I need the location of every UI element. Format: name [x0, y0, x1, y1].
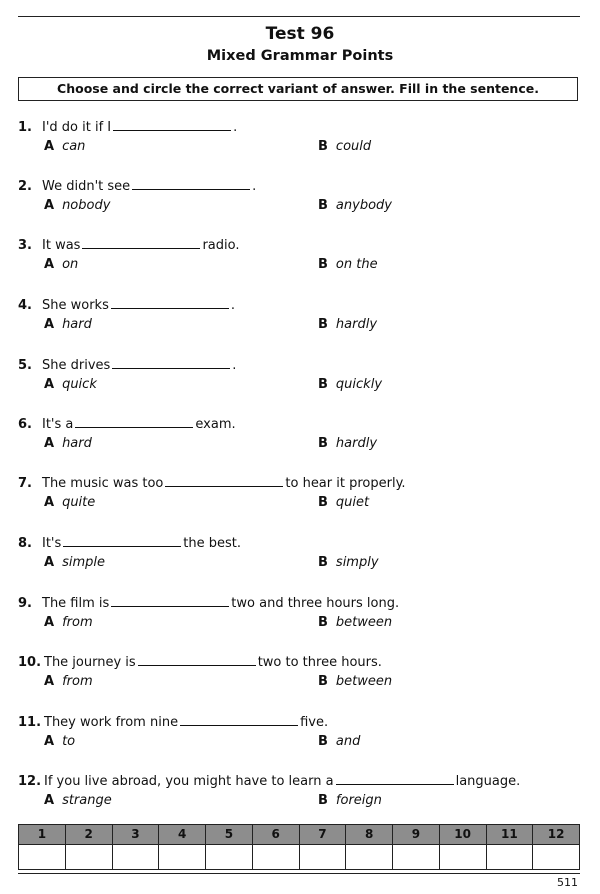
- option-letter: B: [318, 734, 328, 749]
- top-rule: [18, 16, 580, 17]
- question-text-before: If you live abroad, you might have to learn a: [44, 774, 334, 789]
- question-text-before: The journey is: [44, 655, 136, 670]
- instruction-box: Choose and circle the correct variant of answer. Fill in the sentence.: [18, 77, 578, 101]
- question-options: [18, 613, 578, 632]
- option-b[interactable]: [318, 255, 378, 274]
- question-options: [18, 137, 578, 156]
- answer-grid-header: 11: [486, 825, 533, 845]
- answer-grid-header: 4: [159, 825, 206, 845]
- option-b[interactable]: [318, 137, 371, 156]
- answer-grid-header-row: [19, 825, 580, 845]
- option-b[interactable]: [318, 672, 392, 691]
- option-letter: B: [318, 317, 328, 332]
- option-value: from: [62, 674, 93, 689]
- option-a[interactable]: [44, 137, 85, 156]
- answer-blank[interactable]: [111, 594, 229, 607]
- option-value: strange: [62, 793, 112, 808]
- answer-cell[interactable]: [439, 845, 486, 870]
- question-1: [18, 118, 578, 156]
- option-a[interactable]: [44, 791, 112, 810]
- answer-blank[interactable]: [63, 534, 181, 547]
- option-value: anybody: [335, 198, 392, 213]
- bottom-rule: [18, 873, 580, 874]
- option-value: nobody: [62, 198, 111, 213]
- question-text-before: It's a: [42, 417, 74, 432]
- option-letter: B: [318, 436, 328, 451]
- question-text-after: the best.: [183, 536, 242, 551]
- question-text-after: radio.: [202, 238, 240, 253]
- question-text-after: two to three hours.: [257, 655, 382, 670]
- option-letter: A: [44, 555, 55, 570]
- option-value: could: [335, 139, 372, 154]
- option-value: quite: [62, 495, 96, 510]
- answer-cell[interactable]: [19, 845, 66, 870]
- question-options: [18, 255, 578, 274]
- option-a[interactable]: [44, 732, 75, 751]
- question-2: [18, 177, 578, 215]
- option-letter: A: [44, 317, 55, 332]
- question-number: 3.: [18, 238, 32, 253]
- answer-grid: [18, 824, 580, 870]
- option-value: can: [62, 139, 86, 154]
- answer-blank[interactable]: [336, 772, 454, 785]
- question-12: [18, 772, 578, 810]
- option-a[interactable]: [44, 375, 97, 394]
- question-text-after: .: [232, 358, 237, 373]
- question-number: 5.: [18, 358, 32, 373]
- answer-cell[interactable]: [206, 845, 253, 870]
- option-letter: A: [44, 257, 55, 272]
- answer-cell[interactable]: [533, 845, 580, 870]
- answer-grid-header: 9: [393, 825, 440, 845]
- question-number: 11.: [18, 715, 42, 730]
- question-text-before: The film is: [42, 596, 110, 611]
- option-value: to: [62, 734, 76, 749]
- question-number: 6.: [18, 417, 32, 432]
- option-value: hardly: [335, 436, 378, 451]
- question-text-after: to hear it properly.: [285, 476, 406, 491]
- question-4: [18, 296, 578, 334]
- answer-grid-header: 10: [439, 825, 486, 845]
- option-value: quiet: [335, 495, 370, 510]
- option-letter: A: [44, 495, 55, 510]
- option-letter: B: [318, 257, 328, 272]
- option-letter: A: [44, 377, 55, 392]
- option-b[interactable]: [318, 791, 382, 810]
- option-b[interactable]: [318, 613, 392, 632]
- option-b[interactable]: [318, 434, 377, 453]
- option-value: hard: [62, 436, 92, 451]
- answer-grid-header: 2: [65, 825, 112, 845]
- answer-cell[interactable]: [112, 845, 159, 870]
- question-options: [18, 791, 578, 810]
- question-text-before: They work from nine: [44, 715, 179, 730]
- option-letter: B: [318, 615, 328, 630]
- option-value: simply: [335, 555, 379, 570]
- question-6: [18, 415, 578, 453]
- question-5: [18, 356, 578, 394]
- question-text-after: .: [233, 120, 238, 135]
- option-value: between: [335, 674, 393, 689]
- question-options: [18, 375, 578, 394]
- answer-blank[interactable]: [180, 713, 298, 726]
- question-options: [18, 672, 578, 691]
- option-letter: A: [44, 734, 55, 749]
- question-8: [18, 534, 578, 572]
- page-number: 511: [557, 876, 578, 889]
- test-subtitle: Mixed Grammar Points: [206, 48, 394, 64]
- question-10: [18, 653, 578, 691]
- answer-cell[interactable]: [252, 845, 299, 870]
- option-value: on the: [335, 257, 378, 272]
- option-value: quick: [62, 377, 97, 392]
- question-options: [18, 553, 578, 572]
- question-text-before: It's: [42, 536, 62, 551]
- answer-blank[interactable]: [113, 118, 231, 131]
- option-b[interactable]: [318, 493, 369, 512]
- option-a[interactable]: [44, 315, 92, 334]
- option-value: foreign: [335, 793, 382, 808]
- question-number: 2.: [18, 179, 32, 194]
- answer-blank[interactable]: [82, 236, 200, 249]
- answer-grid-header: 3: [112, 825, 159, 845]
- option-b[interactable]: [318, 196, 392, 215]
- option-a[interactable]: [44, 613, 93, 632]
- option-letter: B: [318, 555, 328, 570]
- question-number: 9.: [18, 596, 32, 611]
- option-value: and: [335, 734, 361, 749]
- option-b[interactable]: [318, 375, 382, 394]
- question-7: [18, 474, 578, 512]
- option-value: on: [62, 257, 79, 272]
- option-value: between: [335, 615, 393, 630]
- option-letter: A: [44, 674, 55, 689]
- question-3: [18, 236, 578, 274]
- answer-blank[interactable]: [75, 415, 193, 428]
- option-letter: A: [44, 436, 55, 451]
- answer-cell[interactable]: [486, 845, 533, 870]
- option-b[interactable]: [318, 553, 379, 572]
- option-letter: A: [44, 139, 55, 154]
- question-number: 8.: [18, 536, 32, 551]
- question-text-after: exam.: [195, 417, 236, 432]
- question-text-after: .: [252, 179, 257, 194]
- option-a[interactable]: [44, 672, 93, 691]
- question-text-before: It was: [42, 238, 81, 253]
- option-b[interactable]: [318, 732, 360, 751]
- answer-cell[interactable]: [299, 845, 346, 870]
- test-title: Test 96: [265, 24, 335, 44]
- answer-cell[interactable]: [159, 845, 206, 870]
- option-a[interactable]: [44, 196, 110, 215]
- question-text-before: She drives: [42, 358, 111, 373]
- question-number: 7.: [18, 476, 32, 491]
- question-9: [18, 594, 578, 632]
- answer-blank[interactable]: [111, 296, 229, 309]
- option-letter: B: [318, 139, 328, 154]
- option-letter: B: [318, 495, 328, 510]
- question-text-after: five.: [300, 715, 329, 730]
- answer-blank[interactable]: [132, 177, 250, 190]
- question-number: 1.: [18, 120, 32, 135]
- option-value: hard: [62, 317, 92, 332]
- question-number: 12.: [18, 774, 42, 789]
- answer-cell[interactable]: [393, 845, 440, 870]
- answer-grid-header: 12: [533, 825, 580, 845]
- question-text-after: language.: [455, 774, 521, 789]
- option-b[interactable]: [318, 315, 377, 334]
- answer-grid-header: 1: [19, 825, 66, 845]
- option-a[interactable]: [44, 255, 78, 274]
- question-options: [18, 196, 578, 215]
- option-a[interactable]: [44, 493, 95, 512]
- answer-blank[interactable]: [112, 356, 230, 369]
- option-letter: B: [318, 674, 328, 689]
- question-options: [18, 493, 578, 512]
- option-value: hardly: [335, 317, 378, 332]
- option-a[interactable]: [44, 434, 92, 453]
- question-text-before: The music was too: [42, 476, 164, 491]
- option-value: from: [62, 615, 93, 630]
- answer-blank[interactable]: [165, 474, 283, 487]
- answer-grid-header: 5: [206, 825, 253, 845]
- question-text-before: She works: [42, 298, 109, 313]
- question-number: 4.: [18, 298, 32, 313]
- answer-cell[interactable]: [346, 845, 393, 870]
- question-text-after: .: [230, 298, 235, 313]
- question-options: [18, 732, 578, 751]
- answer-grid-header: 8: [346, 825, 393, 845]
- answer-grid-answer-row: [19, 845, 580, 870]
- answer-grid-header: 6: [252, 825, 299, 845]
- question-number: 10.: [18, 655, 42, 670]
- option-value: quickly: [335, 377, 383, 392]
- question-options: [18, 434, 578, 453]
- question-text-before: We didn't see: [42, 179, 131, 194]
- option-letter: B: [318, 377, 328, 392]
- option-letter: A: [44, 615, 55, 630]
- answer-blank[interactable]: [138, 653, 256, 666]
- question-text-after: two and three hours long.: [231, 596, 400, 611]
- option-letter: A: [44, 198, 55, 213]
- option-letter: A: [44, 793, 55, 808]
- question-11: [18, 713, 578, 751]
- option-letter: B: [318, 198, 328, 213]
- answer-cell[interactable]: [65, 845, 112, 870]
- option-letter: B: [318, 793, 328, 808]
- question-text-before: I'd do it if I: [42, 120, 112, 135]
- option-a[interactable]: [44, 553, 105, 572]
- option-value: simple: [62, 555, 105, 570]
- answer-grid-header: 7: [299, 825, 346, 845]
- question-options: [18, 315, 578, 334]
